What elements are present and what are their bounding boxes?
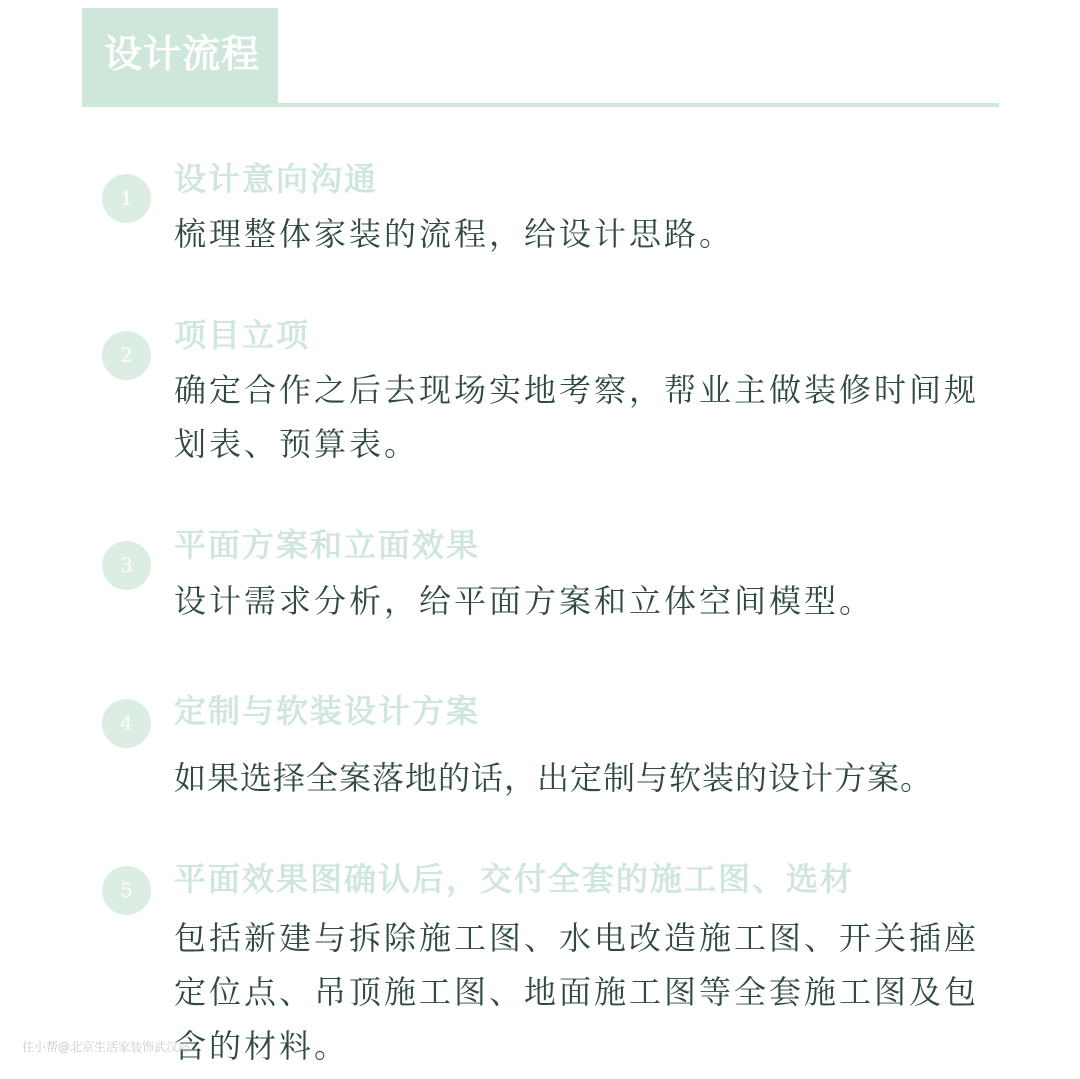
- step-title: 定制与软装设计方案: [174, 692, 481, 730]
- watermark: 住小帮@北京生活家装饰武汉站: [22, 1040, 191, 1054]
- step-title: 平面方案和立面效果: [174, 526, 481, 564]
- step-title: 项目立项: [174, 316, 311, 354]
- step-description: 设计需求分析，给平面方案和立体空间模型。: [174, 582, 875, 620]
- header-divider: [82, 103, 999, 107]
- step-number-badge: 3: [102, 541, 151, 590]
- step-number-badge: 5: [102, 866, 151, 915]
- step-number-badge: 4: [102, 699, 151, 748]
- step-description: 包括新建与拆除施工图、水电改造施工图、开关插座定位点、吊顶施工图、地面施工图等全套施工图及包含的材料。: [174, 919, 980, 1065]
- step-description: 确定合作之后去现场实地考察，帮业主做装修时间规划表、预算表。: [174, 371, 980, 463]
- step-title: 平面效果图确认后，交付全套的施工图、选材: [174, 860, 855, 898]
- step-title: 设计意向沟通: [174, 160, 379, 198]
- step-description: 梳理整体家装的流程，给设计思路。: [174, 215, 735, 253]
- page-title: 设计流程: [104, 32, 261, 76]
- step-number-badge: 2: [102, 331, 151, 380]
- step-number-badge: 1: [102, 174, 151, 223]
- step-description: 如果选择全案落地的话，出定制与软装的设计方案。: [174, 759, 934, 797]
